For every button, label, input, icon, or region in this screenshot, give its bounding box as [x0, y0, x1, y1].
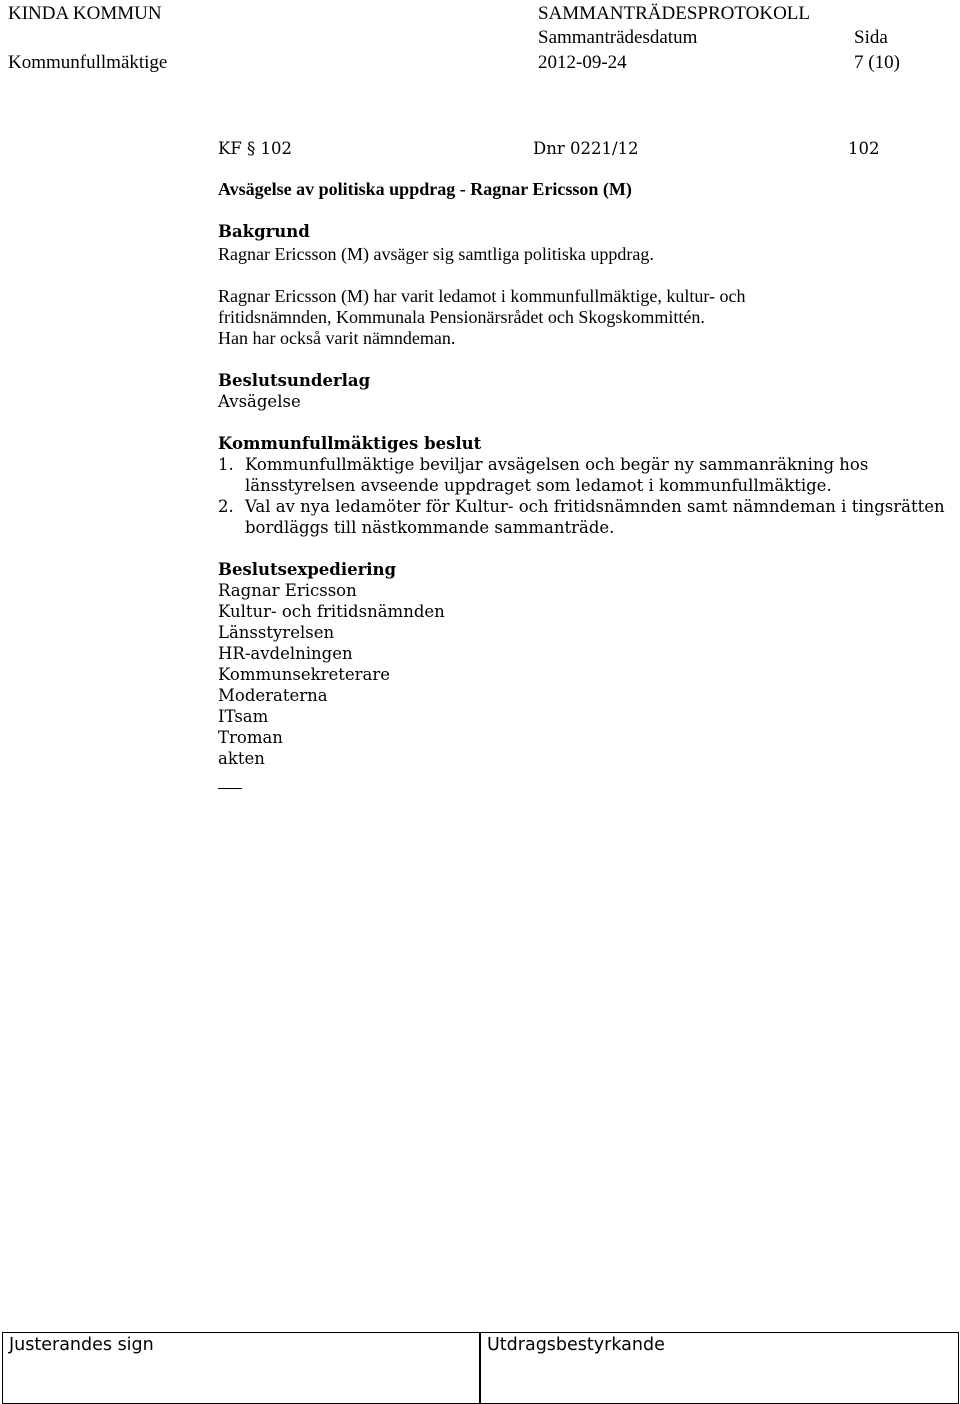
decision-item-number: 1.: [218, 455, 234, 474]
certification-box: [480, 1332, 959, 1404]
body-name: Kommunfullmäktige: [8, 52, 168, 73]
dispatch-recipient: Ragnar Ericsson: [218, 581, 357, 600]
meeting-date: 2012-09-24: [538, 52, 627, 73]
case-number: 102: [848, 139, 880, 158]
dispatch-recipient: Kultur- och fritidsnämnden: [218, 602, 445, 621]
date-label: Sammanträdesdatum: [538, 27, 698, 48]
case-paragraph: KF § 102: [218, 139, 293, 158]
page-number: 7 (10): [854, 52, 900, 73]
basis-item: Avsägelse: [218, 392, 301, 411]
background-heading: Bakgrund: [218, 222, 310, 241]
certification-label: Utdragsbestyrkande: [487, 1335, 665, 1355]
dispatch-recipient: Kommunsekreterare: [218, 665, 391, 684]
case-title: Avsägelse av politiska uppdrag - Ragnar Ericsson (M): [218, 179, 632, 199]
background-paragraph-line: fritidsnämnden, Kommunala Pensionärsrådet och Skogskommittén.: [218, 307, 705, 327]
signature-label: Justerandes sign: [9, 1335, 154, 1355]
dispatch-recipient: ITsam: [218, 707, 269, 726]
case-dnr: Dnr 0221/12: [533, 139, 639, 158]
signature-box: [2, 1332, 480, 1404]
decision-item-line: Val av nya ledamöter för Kultur- och fritidsnämnden samt nämndeman i tingsrätten: [245, 497, 945, 516]
decision-heading: Kommunfullmäktiges beslut: [218, 434, 482, 453]
end-divider: [218, 788, 242, 789]
background-paragraph-line: Han har också varit nämndeman.: [218, 328, 456, 348]
dispatch-recipient: HR-avdelningen: [218, 644, 353, 663]
dispatch-recipient: Länsstyrelsen: [218, 623, 335, 642]
dispatch-heading: Beslutsexpediering: [218, 560, 397, 579]
dispatch-recipient: Moderaterna: [218, 686, 328, 705]
basis-heading: Beslutsunderlag: [218, 371, 371, 390]
decision-item-line: Kommunfullmäktige beviljar avsägelsen och begär ny sammanräkning hos: [245, 455, 869, 474]
decision-item-number: 2.: [218, 497, 234, 516]
page-label: Sida: [854, 27, 888, 48]
dispatch-recipient: akten: [218, 749, 265, 768]
background-paragraph-line: Ragnar Ericsson (M) har varit ledamot i kommunfullmäktige, kultur- och: [218, 286, 746, 306]
decision-item-line: bordläggs till nästkommande sammanträde.: [245, 518, 615, 537]
decision-item: [218, 454, 918, 496]
org-name: KINDA KOMMUN: [8, 3, 162, 24]
decision-item: [218, 496, 945, 538]
background-line: Ragnar Ericsson (M) avsäger sig samtliga politiska uppdrag.: [218, 244, 654, 264]
decision-item-line: länsstyrelsen avseende uppdraget som ledamot i kommunfullmäktige.: [245, 476, 832, 495]
document-type: SAMMANTRÄDESPROTOKOLL: [538, 3, 811, 24]
dispatch-recipient: Troman: [218, 728, 283, 747]
